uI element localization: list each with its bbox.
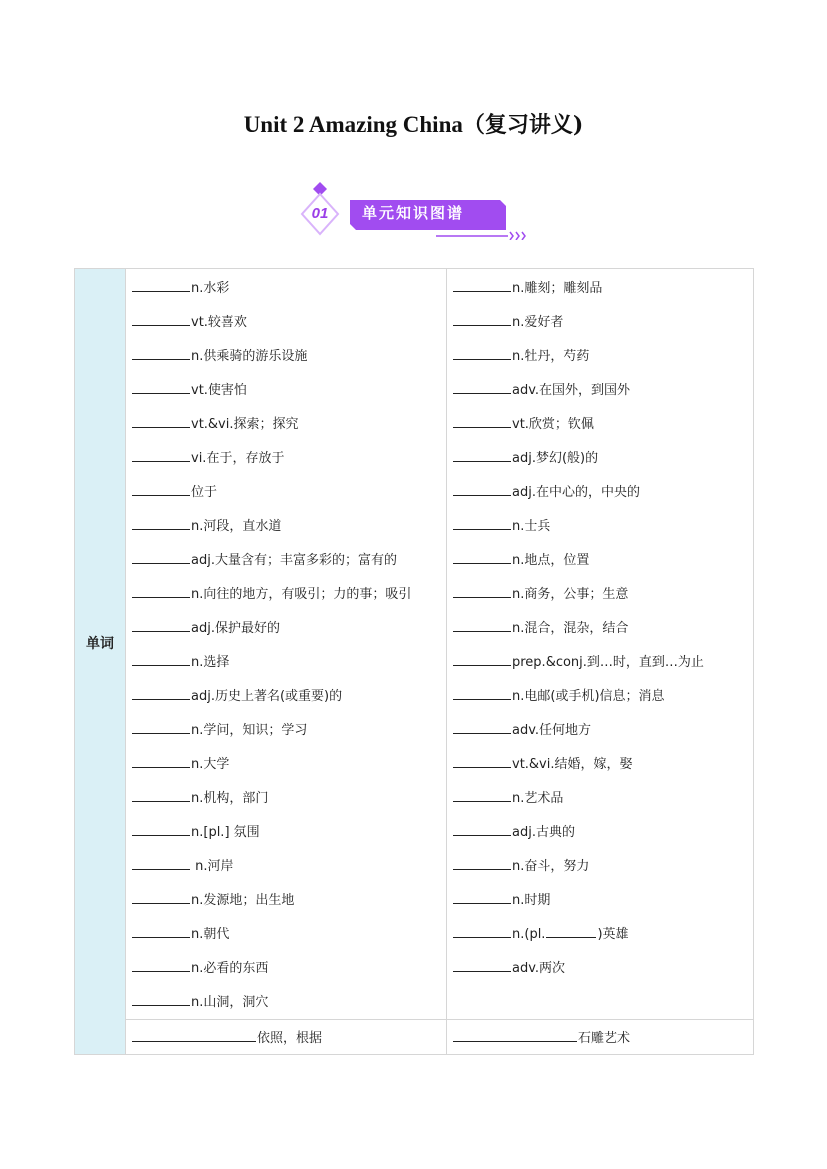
vocab-meaning: vt.欣赏；钦佩 [512, 417, 594, 432]
vocab-row [453, 685, 665, 705]
vocab-meaning: n.地点，位置 [512, 553, 590, 568]
vocab-row [453, 821, 575, 841]
vocab-row [132, 481, 217, 501]
vocab-meaning: adj.古典的 [512, 825, 575, 840]
left-column [126, 269, 447, 1019]
answer-blank[interactable] [132, 787, 190, 802]
vocab-row [132, 923, 229, 943]
answer-blank[interactable] [132, 923, 190, 938]
answer-blank[interactable] [132, 515, 190, 530]
vocab-row [453, 889, 550, 909]
vocab-row [132, 379, 247, 399]
vocab-row [132, 447, 284, 467]
answer-blank[interactable] [453, 855, 511, 870]
vocab-row [453, 413, 594, 433]
vocab-meaning: n.[pl.] 氛围 [191, 825, 260, 840]
answer-blank[interactable] [453, 345, 511, 360]
vocab-row [453, 447, 598, 467]
vocab-meaning: vt.使害怕 [191, 383, 247, 398]
vocab-meaning: n.牡丹，芍药 [512, 349, 590, 364]
phrase-row [132, 1027, 322, 1047]
answer-blank[interactable] [132, 345, 190, 360]
answer-blank[interactable] [132, 889, 190, 904]
vocab-row [132, 617, 280, 637]
vocab-row [453, 787, 563, 807]
vocab-row [453, 277, 602, 297]
answer-blank[interactable] [453, 821, 511, 836]
vocab-row [453, 719, 591, 739]
answer-blank[interactable] [453, 923, 511, 938]
chevron-icon [522, 232, 525, 240]
answer-blank[interactable] [453, 277, 511, 292]
answer-blank[interactable] [132, 549, 190, 564]
vocab-row [132, 345, 307, 365]
vocab-meaning: n.朝代 [191, 927, 230, 942]
answer-blank[interactable] [453, 379, 511, 394]
chevron-icon [516, 232, 519, 240]
plural-blank[interactable] [546, 923, 596, 938]
phrase-meaning: 石雕艺术 [578, 1031, 631, 1046]
vocab-meaning: adj.历史上著名(或重要)的 [191, 689, 343, 704]
page-title [0, 108, 827, 139]
vocab-meaning: n.奋斗，努力 [512, 859, 590, 874]
vocab-meaning: vi.在于，存放于 [191, 451, 285, 466]
bottom-left-cell [126, 1019, 447, 1054]
bottom-right-cell [447, 1019, 753, 1054]
answer-blank[interactable] [132, 821, 190, 836]
answer-blank[interactable] [453, 583, 511, 598]
vocab-table [74, 268, 754, 1055]
vocab-meaning: n.发源地；出生地 [191, 893, 295, 908]
vocab-meaning: n.艺术品 [512, 791, 564, 806]
vocab-row [453, 583, 628, 603]
answer-blank[interactable] [453, 447, 511, 462]
answer-blank[interactable] [132, 685, 190, 700]
vocab-row [132, 787, 268, 807]
answer-blank[interactable] [132, 583, 190, 598]
vocab-row [132, 685, 342, 705]
vocab-row [132, 413, 299, 433]
answer-blank[interactable] [453, 515, 511, 530]
answer-blank[interactable] [453, 311, 511, 326]
vocab-meaning: adv.两次 [512, 961, 566, 976]
answer-blank[interactable] [132, 447, 190, 462]
vocab-meaning: adv.任何地方 [512, 723, 592, 738]
answer-blank[interactable] [453, 889, 511, 904]
vocab-row [453, 855, 589, 875]
vocab-meaning: adj.在中心的，中央的 [512, 485, 640, 500]
vocab-meaning: n.商务，公事；生意 [512, 587, 629, 602]
vocab-row [453, 515, 550, 535]
vocab-row [453, 311, 563, 331]
vocab-meaning: n.(pl. [512, 927, 546, 942]
vocab-meaning: n.士兵 [512, 519, 551, 534]
answer-blank[interactable] [132, 1027, 256, 1042]
vocab-row [132, 277, 229, 297]
vocab-row [453, 379, 630, 399]
vocab-meaning: n.时期 [512, 893, 551, 908]
vocab-meaning: n.河岸 [191, 859, 234, 874]
phrase-meaning: 依照，根据 [257, 1031, 323, 1046]
vocab-meaning: n.河段，直水道 [191, 519, 282, 534]
answer-blank[interactable] [132, 991, 190, 1006]
answer-blank[interactable] [453, 651, 511, 666]
vocab-meaning: adj.保护最好的 [191, 621, 280, 636]
answer-blank[interactable] [453, 719, 511, 734]
vocab-meaning: n.大学 [191, 757, 230, 772]
vocab-row [132, 855, 234, 875]
vocab-row [132, 719, 307, 739]
vocab-row [453, 481, 640, 501]
vocab-row [132, 583, 411, 603]
answer-blank[interactable] [453, 753, 511, 768]
answer-blank[interactable] [453, 1027, 577, 1042]
answer-blank[interactable] [453, 617, 511, 632]
section-number: 01 [311, 205, 329, 222]
vocab-meaning: vt.&vi.结婚，嫁，娶 [512, 757, 633, 772]
vocab-row [132, 957, 268, 977]
answer-blank[interactable] [453, 481, 511, 496]
vocab-meaning: n.电邮(或手机)信息；消息 [512, 689, 665, 704]
title-english: Unit 2 Amazing China [243, 112, 463, 137]
vocab-row [132, 753, 229, 773]
title-chinese: （复习讲义) [462, 112, 584, 138]
answer-blank[interactable] [132, 379, 190, 394]
phrase-row [453, 1027, 630, 1047]
vocab-row [132, 889, 294, 909]
vocab-meaning: n.爱好者 [512, 315, 564, 330]
answer-blank[interactable] [132, 617, 190, 632]
vocab-meaning: n.山洞，洞穴 [191, 995, 269, 1010]
vocab-row [453, 923, 629, 943]
vocab-meaning: n.机构，部门 [191, 791, 269, 806]
vocab-row [132, 515, 281, 535]
vocab-row [453, 617, 628, 637]
vocab-row [132, 991, 268, 1011]
vocab-row [132, 651, 229, 671]
answer-blank[interactable] [453, 549, 511, 564]
vocab-meaning: vt.&vi.探索；探究 [191, 417, 299, 432]
answer-blank[interactable] [453, 787, 511, 802]
vocab-meaning: adv.在国外，到国外 [512, 383, 631, 398]
answer-blank[interactable] [132, 855, 190, 870]
vocab-meaning: n.必看的东西 [191, 961, 269, 976]
vocab-meaning: n.学问，知识；学习 [191, 723, 308, 738]
answer-blank[interactable] [453, 685, 511, 700]
vocab-row [453, 753, 633, 773]
answer-blank[interactable] [132, 481, 190, 496]
vocab-row [132, 821, 260, 841]
vocab-meaning: n.混合，混杂，结合 [512, 621, 629, 636]
vocab-row [453, 549, 589, 569]
vocab-meaning: 位于 [191, 485, 218, 500]
vocab-row [132, 311, 247, 331]
answer-blank[interactable] [132, 413, 190, 428]
vocab-meaning: n.向往的地方，有吸引；力的事；吸引 [191, 587, 412, 602]
vocab-meaning: adj.大量含有；丰富多彩的；富有的 [191, 553, 397, 568]
section-label: 单元知识图谱 [362, 204, 465, 222]
vocab-meaning: n.选择 [191, 655, 230, 670]
answer-blank[interactable] [132, 957, 190, 972]
vocab-meaning: n.雕刻；雕刻品 [512, 281, 603, 296]
vocab-meaning-tail: )英雄 [597, 927, 629, 942]
vocab-row [132, 549, 397, 569]
answer-blank[interactable] [132, 311, 190, 326]
answer-blank[interactable] [132, 719, 190, 734]
chevron-icon [510, 232, 513, 240]
vocab-meaning: prep.&conj.到…时，直到…为止 [512, 655, 704, 670]
answer-blank[interactable] [453, 957, 511, 972]
vocab-meaning: n.供乘骑的游乐设施 [191, 349, 308, 364]
vocab-row [453, 957, 565, 977]
vocab-meaning: n.水彩 [191, 281, 230, 296]
category-cell [75, 269, 126, 1054]
vocab-meaning: adj.梦幻(般)的 [512, 451, 599, 466]
category-label: 单词 [86, 636, 114, 652]
answer-blank[interactable] [453, 413, 511, 428]
vocab-meaning: vt.较喜欢 [191, 315, 247, 330]
answer-blank[interactable] [132, 753, 190, 768]
answer-blank[interactable] [132, 277, 190, 292]
vocab-row [453, 345, 589, 365]
vocab-row [453, 651, 704, 671]
answer-blank[interactable] [132, 651, 190, 666]
right-column [447, 269, 753, 1019]
